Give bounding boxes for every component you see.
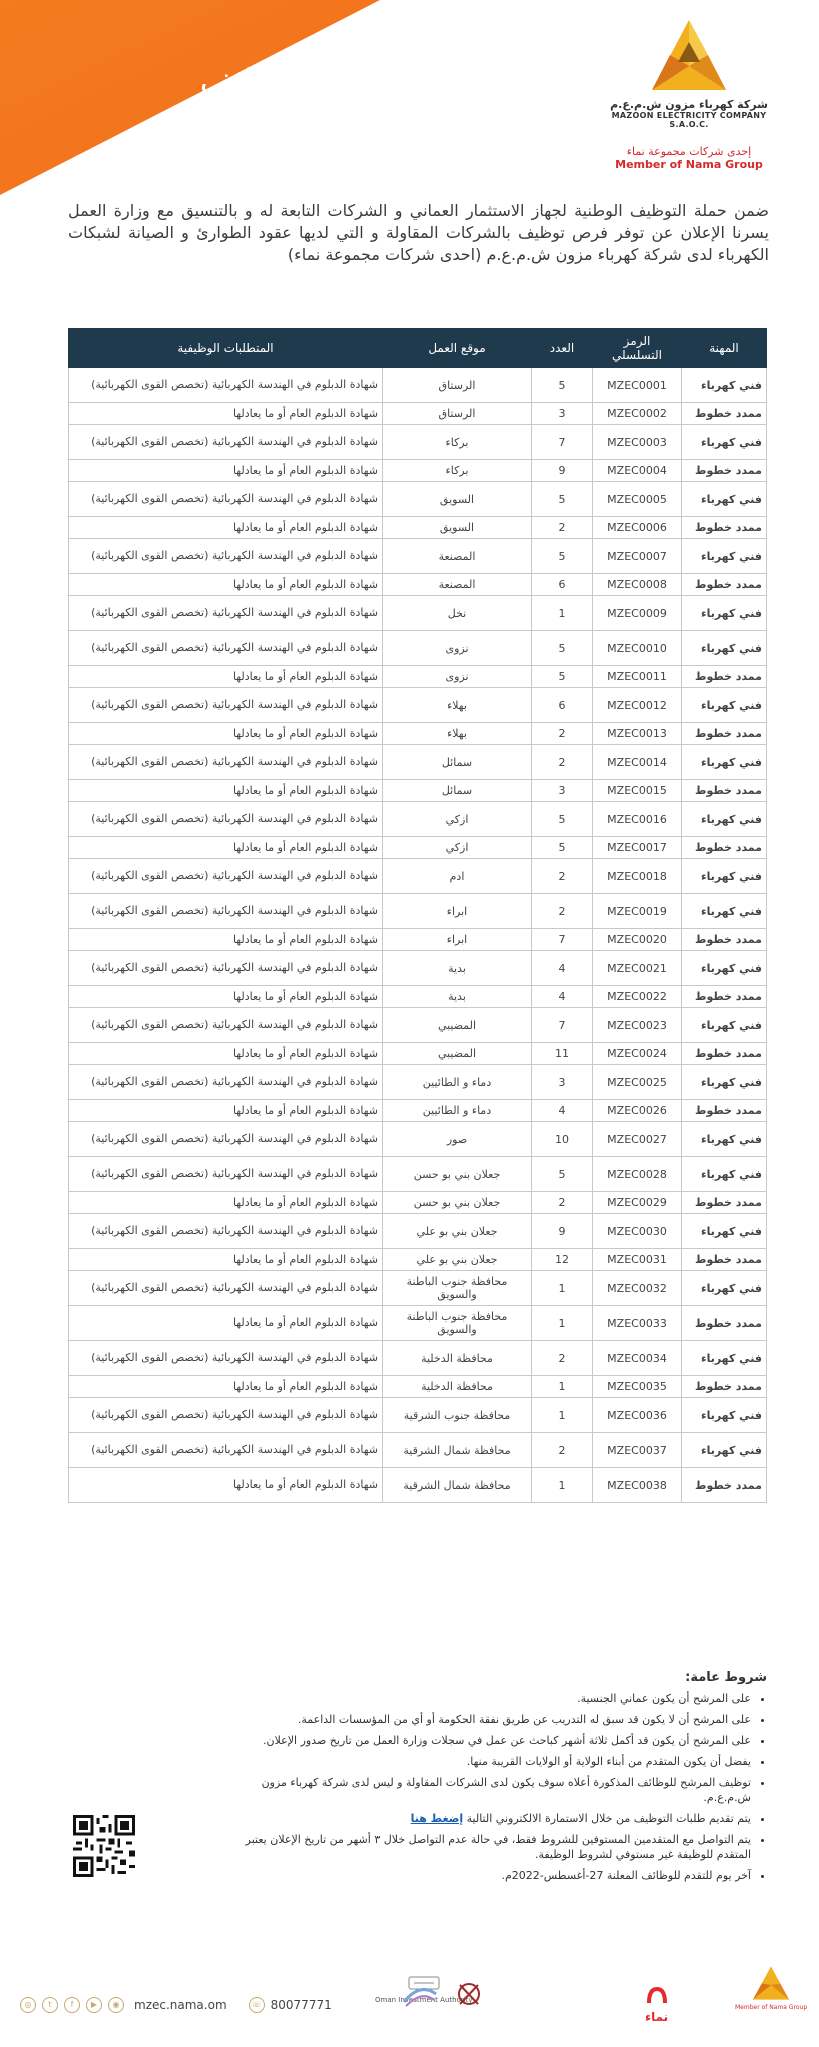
cell-count: 6 [532,688,593,723]
cell-requirements: شهادة الدبلوم العام أو ما يعادلها [69,986,383,1008]
cell-requirements: شهادة الدبلوم العام أو ما يعادلها [69,1192,383,1214]
term-item: • توظيف المرشح للوظائف المذكورة أعلاه سوف يكون لدى الشركات المقاولة و ليس لدى شركة كهرباء مزون ش.م.ع.م. [230,1775,751,1805]
cell-requirements: شهادة الدبلوم في الهندسة الكهربائية (تخصص القوى الكهربائية) [69,539,383,574]
cell-requirements: شهادة الدبلوم في الهندسة الكهربائية (تخصص القوى الكهربائية) [69,1214,383,1249]
cell-location: جعلان بني بو علي [383,1249,532,1271]
table-row [69,1341,767,1376]
cell-job: ممدد خطوط [682,1376,767,1398]
table-row [69,951,767,986]
cell-requirements: شهادة الدبلوم العام أو ما يعادلها [69,1468,383,1503]
header-count: العدد [532,329,593,368]
table-row [69,517,767,539]
cell-requirements: شهادة الدبلوم العام أو ما يعادلها [69,517,383,539]
cell-count: 3 [532,1065,593,1100]
cell-job: فني كهرباء [682,1271,767,1306]
mazoon-logo [599,18,779,171]
cell-requirements: شهادة الدبلوم في الهندسة الكهربائية (تخصص القوى الكهربائية) [69,1065,383,1100]
cell-location: نزوى [383,631,532,666]
cell-job: فني كهرباء [682,1157,767,1192]
cell-requirements: شهادة الدبلوم في الهندسة الكهربائية (تخصص القوى الكهربائية) [69,1341,383,1376]
table-row [69,745,767,780]
cell-count: 2 [532,1341,593,1376]
cell-code: MZEC0017 [593,837,682,859]
cell-code: MZEC0012 [593,688,682,723]
intro-paragraph: ضمن حملة التوظيف الوطنية لجهاز الاستثمار العماني و الشركات التابعة له و بالتنسيق مع وزارة العمل يسرنا الإعلان عن توفر فرص توظيف بالشركات المقاولة و التي لديها عقود الطوارئ و الصيانة لشبكات الكهرباء لدى شركة كهرباء مزون ش.م.ع.م (احدى شركات مجموعة نماء) [68,201,769,264]
cell-count: 1 [532,1468,593,1503]
cell-job: فني كهرباء [682,688,767,723]
cell-count: 5 [532,368,593,403]
cell-code: MZEC0019 [593,894,682,929]
cell-requirements: شهادة الدبلوم العام أو ما يعادلها [69,574,383,596]
cell-code: MZEC0015 [593,780,682,802]
cell-count: 5 [532,631,593,666]
cell-requirements: شهادة الدبلوم في الهندسة الكهربائية (تخصص القوى الكهربائية) [69,951,383,986]
cell-location: محافظة شمال الشرقية [383,1468,532,1503]
nama-icon [646,1985,668,2007]
term-item: • على المرشح أن يكون عماني الجنسية. [230,1691,751,1706]
page-title [84,60,384,192]
table-row [69,1433,767,1468]
cell-job: فني كهرباء [682,1008,767,1043]
table-row [69,460,767,482]
term-item: • يفضل أن يكون المتقدم من أبناء الولاية أو الولايات القريبة منها. [230,1754,751,1769]
cell-count: 2 [532,745,593,780]
cell-count: 5 [532,802,593,837]
cell-requirements: شهادة الدبلوم العام أو ما يعادلها [69,780,383,802]
cell-job: ممدد خطوط [682,723,767,745]
cell-location: المضيبي [383,1008,532,1043]
cell-job: ممدد خطوط [682,837,767,859]
table-row [69,1157,767,1192]
cell-job: ممدد خطوط [682,986,767,1008]
logo-name-ar: شركة كهرباء مزون ش.م.ع.م [610,98,768,111]
cell-requirements: شهادة الدبلوم العام أو ما يعادلها [69,837,383,859]
cell-requirements: شهادة الدبلوم العام أو ما يعادلها [69,1043,383,1065]
cell-job: فني كهرباء [682,1398,767,1433]
logo-name-en: MAZOON ELECTRICITY COMPANY S.A.O.C. [611,111,767,129]
cell-code: MZEC0037 [593,1433,682,1468]
cell-code: MZEC0023 [593,1008,682,1043]
cell-count: 3 [532,780,593,802]
cell-code: MZEC0025 [593,1065,682,1100]
cell-job: فني كهرباء [682,425,767,460]
cell-requirements: شهادة الدبلوم في الهندسة الكهربائية (تخصص القوى الكهربائية) [69,1008,383,1043]
cell-location: بركاء [383,460,532,482]
oia-label: Oman Investment Authority [375,1996,473,2004]
cell-requirements: شهادة الدبلوم العام أو ما يعادلها [69,403,383,425]
table-row [69,859,767,894]
table-row [69,425,767,460]
table-row [69,1214,767,1249]
cell-requirements: شهادة الدبلوم في الهندسة الكهربائية (تخصص القوى الكهربائية) [69,1122,383,1157]
cell-code: MZEC0009 [593,596,682,631]
cell-count: 11 [532,1043,593,1065]
facebook-icon[interactable]: f [64,1997,80,2013]
table-row [69,1468,767,1503]
footer-contact [20,1997,332,2013]
cell-count: 2 [532,1433,593,1468]
cell-requirements: شهادة الدبلوم العام أو ما يعادلها [69,929,383,951]
partner-logo [400,1980,440,2013]
cell-count: 5 [532,1157,593,1192]
cell-location: بدية [383,986,532,1008]
cell-location: محافظة شمال الشرقية [383,1433,532,1468]
table-row [69,802,767,837]
cell-location: بهلاء [383,723,532,745]
cell-count: 2 [532,859,593,894]
table-row [69,1065,767,1100]
cell-requirements: شهادة الدبلوم في الهندسة الكهربائية (تخصص القوى الكهربائية) [69,425,383,460]
table-row [69,1100,767,1122]
cell-job: فني كهرباء [682,1341,767,1376]
cell-job: فني كهرباء [682,596,767,631]
cell-location: محافظة جنوب الباطنة والسويق [383,1271,532,1306]
cell-code: MZEC0003 [593,425,682,460]
term-apply-text: يتم تقديم طلبات التوظيف من خلال الاستمارة الالكتروني التالية [466,1812,751,1825]
table-row [69,723,767,745]
table-row [69,368,767,403]
cell-count: 4 [532,986,593,1008]
nama-logo [645,1985,668,2024]
cell-code: MZEC0007 [593,539,682,574]
cell-location: ابراء [383,929,532,951]
youtube-icon[interactable]: ▶ [86,1997,102,2013]
cell-location: السويق [383,482,532,517]
cell-location: بركاء [383,425,532,460]
cell-location: سمائل [383,780,532,802]
cell-code: MZEC0034 [593,1341,682,1376]
table-row [69,1008,767,1043]
cell-requirements: شهادة الدبلوم في الهندسة الكهربائية (تخصص القوى الكهربائية) [69,802,383,837]
cell-job: فني كهرباء [682,802,767,837]
table-row [69,574,767,596]
terms-list [230,1691,767,1883]
cell-job: فني كهرباء [682,1214,767,1249]
header-requirements: المتطلبات الوظيفية [69,329,383,368]
cell-code: MZEC0004 [593,460,682,482]
cell-count: 1 [532,596,593,631]
cell-requirements: شهادة الدبلوم في الهندسة الكهربائية (تخصص القوى الكهربائية) [69,631,383,666]
cell-location: ازكي [383,802,532,837]
table-row [69,1306,767,1341]
table-row [69,780,767,802]
table-row [69,1122,767,1157]
cell-location: المصنعة [383,539,532,574]
cell-count: 1 [532,1398,593,1433]
cell-location: ابراء [383,894,532,929]
page-title-line1: إعلان وظائف لــــــدى [199,62,384,146]
table-row [69,1398,767,1433]
cell-location: بدية [383,951,532,986]
cell-code: MZEC0020 [593,929,682,951]
cell-code: MZEC0030 [593,1214,682,1249]
cell-count: 4 [532,1100,593,1122]
cell-job: ممدد خطوط [682,517,767,539]
cell-location: صور [383,1122,532,1157]
cell-location: الرستاق [383,403,532,425]
cell-location: جعلان بني بو حسن [383,1157,532,1192]
cell-job: ممدد خطوط [682,1468,767,1503]
cell-count: 9 [532,1214,593,1249]
cell-location: سمائل [383,745,532,780]
cell-location: المصنعة [383,574,532,596]
cell-count: 5 [532,539,593,574]
cell-code: MZEC0001 [593,368,682,403]
cell-count: 9 [532,460,593,482]
cell-location: جعلان بني بو علي [383,1214,532,1249]
cell-code: MZEC0027 [593,1122,682,1157]
table-row [69,929,767,951]
table-row [69,666,767,688]
ministry-logo [450,1980,488,2015]
terms-title: شروط عامة: [685,1670,767,1685]
table-row [69,1249,767,1271]
cell-code: MZEC0021 [593,951,682,986]
term-item: • على المرشح أن لا يكون قد سبق له التدريب عن طريق نفقة الحكومة أو أي من المؤسسات الداعمة. [230,1712,751,1727]
cell-requirements: شهادة الدبلوم في الهندسة الكهربائية (تخصص القوى الكهربائية) [69,1433,383,1468]
table-row [69,403,767,425]
cell-code: MZEC0032 [593,1271,682,1306]
cell-job: فني كهرباء [682,631,767,666]
cell-code: MZEC0013 [593,723,682,745]
qr-code-icon[interactable] [73,1815,135,1877]
table-row [69,631,767,666]
cell-code: MZEC0024 [593,1043,682,1065]
mazoon-triangle-icon [650,18,728,96]
cell-location: محافظة جنوب الشرقية [383,1398,532,1433]
cell-count: 2 [532,517,593,539]
cell-location: محافظة الدخلية [383,1341,532,1376]
cell-job: ممدد خطوط [682,1043,767,1065]
cell-requirements: شهادة الدبلوم في الهندسة الكهربائية (تخصص القوى الكهربائية) [69,894,383,929]
cell-requirements: شهادة الدبلوم في الهندسة الكهربائية (تخصص القوى الكهربائية) [69,1398,383,1433]
cell-count: 4 [532,951,593,986]
cell-job: فني كهرباء [682,368,767,403]
term-item-apply [230,1811,751,1826]
cell-code: MZEC0035 [593,1376,682,1398]
cell-job: فني كهرباء [682,1065,767,1100]
cell-location: الرستاق [383,368,532,403]
table-row [69,596,767,631]
cell-job: ممدد خطوط [682,1306,767,1341]
cell-code: MZEC0022 [593,986,682,1008]
cell-code: MZEC0033 [593,1306,682,1341]
cell-location: ادم [383,859,532,894]
cell-job: ممدد خطوط [682,929,767,951]
table-row [69,837,767,859]
table-row [69,1376,767,1398]
cell-location: نزوى [383,666,532,688]
table-row [69,894,767,929]
cell-requirements: شهادة الدبلوم العام أو ما يعادلها [69,1306,383,1341]
cell-location: محافظة جنوب الباطنة والسويق [383,1306,532,1341]
cell-job: فني كهرباء [682,539,767,574]
cell-requirements: شهادة الدبلوم العام أو ما يعادلها [69,1249,383,1271]
cell-requirements: شهادة الدبلوم في الهندسة الكهربائية (تخصص القوى الكهربائية) [69,482,383,517]
cell-requirements: شهادة الدبلوم العام أو ما يعادلها [69,460,383,482]
cell-code: MZEC0008 [593,574,682,596]
table-row [69,986,767,1008]
cell-code: MZEC0006 [593,517,682,539]
cell-location: محافظة الدخلية [383,1376,532,1398]
cell-location: السويق [383,517,532,539]
cell-job: ممدد خطوط [682,460,767,482]
cell-job: ممدد خطوط [682,666,767,688]
cell-location: ازكي [383,837,532,859]
cell-job: ممدد خطوط [682,1249,767,1271]
cell-job: فني كهرباء [682,1122,767,1157]
cell-code: MZEC0026 [593,1100,682,1122]
phone-icon: ☏ [249,1997,265,2013]
cell-requirements: شهادة الدبلوم في الهندسة الكهربائية (تخصص القوى الكهربائية) [69,1157,383,1192]
cell-job: فني كهرباء [682,859,767,894]
header-job: المهنة [682,329,767,368]
cell-job: ممدد خطوط [682,403,767,425]
cell-count: 1 [532,1271,593,1306]
nama-label: نماء [645,2010,669,2024]
cell-location: المضيبي [383,1043,532,1065]
cell-count: 2 [532,723,593,745]
term-item: • آخر يوم للتقدم للوظائف المعلنة 27-أغسطس-2022م. [230,1868,751,1883]
cell-requirements: شهادة الدبلوم في الهندسة الكهربائية (تخصص القوى الكهربائية) [69,745,383,780]
cell-code: MZEC0028 [593,1157,682,1192]
table-row [69,1192,767,1214]
cell-count: 1 [532,1306,593,1341]
cell-code: MZEC0018 [593,859,682,894]
cell-location: نخل [383,596,532,631]
cell-location: بهلاء [383,688,532,723]
swirl-icon [400,1980,440,2010]
cell-code: MZEC0002 [593,403,682,425]
member-ar: إحدى شركات مجموعة نماء [626,145,752,158]
footer-mazoon-logo [735,1965,807,2011]
cell-job: ممدد خطوط [682,574,767,596]
cell-count: 5 [532,482,593,517]
cell-count: 1 [532,1376,593,1398]
cell-count: 7 [532,1008,593,1043]
cell-code: MZEC0038 [593,1468,682,1503]
cell-requirements: شهادة الدبلوم في الهندسة الكهربائية (تخصص القوى الكهربائية) [69,596,383,631]
cell-code: MZEC0011 [593,666,682,688]
cell-count: 2 [532,894,593,929]
cell-code: MZEC0010 [593,631,682,666]
cell-location: دماء و الطائيين [383,1065,532,1100]
cell-code: MZEC0036 [593,1398,682,1433]
footer-mazoon-label: Member of Nama Group [735,2004,808,2011]
cell-job: فني كهرباء [682,482,767,517]
page-title-line2: شركات المقاوليــــن [97,150,384,190]
table-row [69,1271,767,1306]
cell-requirements: شهادة الدبلوم في الهندسة الكهربائية (تخصص القوى الكهربائية) [69,1271,383,1306]
cell-count: 7 [532,929,593,951]
cell-requirements: شهادة الدبلوم العام أو ما يعادلها [69,1376,383,1398]
cell-job: فني كهرباء [682,951,767,986]
cell-code: MZEC0031 [593,1249,682,1271]
cell-requirements: شهادة الدبلوم العام أو ما يعادلها [69,666,383,688]
cell-job: ممدد خطوط [682,780,767,802]
cell-job: فني كهرباء [682,894,767,929]
cell-job: ممدد خطوط [682,1100,767,1122]
cell-code: MZEC0016 [593,802,682,837]
instagram-icon[interactable]: ◎ [20,1997,36,2013]
jobs-table [68,328,767,1503]
cell-count: 5 [532,666,593,688]
term-item: • على المرشح أن يكون قد أكمل ثلاثة أشهر كباحث عن عمل في سجلات وزارة العمل من تاريخ صدور الإعلان. [230,1733,751,1748]
general-terms [230,1670,767,1889]
cell-job: فني كهرباء [682,745,767,780]
header-location: موقع العمل [383,329,532,368]
table-header-row [69,329,767,368]
cell-count: 3 [532,403,593,425]
mazoon-triangle-small-icon [752,1965,790,2001]
cell-requirements: شهادة الدبلوم في الهندسة الكهربائية (تخصص القوى الكهربائية) [69,859,383,894]
apply-link[interactable]: إضغط هنا [410,1812,464,1825]
member-en: Member of Nama Group [615,158,763,171]
cell-count: 5 [532,837,593,859]
cell-count: 6 [532,574,593,596]
table-row [69,688,767,723]
cell-location: دماء و الطائيين [383,1100,532,1122]
phone-number: 80077771 [270,1998,332,2012]
web-icon: ◉ [108,1997,124,2013]
emblem-icon [450,1980,488,2012]
cell-requirements: شهادة الدبلوم العام أو ما يعادلها [69,1100,383,1122]
twitter-icon[interactable]: t [42,1997,58,2013]
cell-code: MZEC0029 [593,1192,682,1214]
website-link[interactable]: mzec.nama.om [134,1998,227,2012]
cell-requirements: شهادة الدبلوم العام أو ما يعادلها [69,723,383,745]
cell-count: 12 [532,1249,593,1271]
cell-code: MZEC0005 [593,482,682,517]
cell-count: 2 [532,1192,593,1214]
cell-location: جعلان بني بو حسن [383,1192,532,1214]
cell-code: MZEC0014 [593,745,682,780]
cell-requirements: شهادة الدبلوم في الهندسة الكهربائية (تخصص القوى الكهربائية) [69,368,383,403]
cell-count: 10 [532,1122,593,1157]
term-item: • يتم التواصل مع المتقدمين المستوفين للشروط فقط، في حالة عدم التواصل خلال ٣ أشهر من تاريخ الإعلان يعتبر المتقدم للوظيفة غير مستوفي لشروط الوظيفة. [230,1832,751,1862]
table-row [69,539,767,574]
cell-job: فني كهرباء [682,1433,767,1468]
table-row [69,1043,767,1065]
cell-job: ممدد خطوط [682,1192,767,1214]
cell-requirements: شهادة الدبلوم في الهندسة الكهربائية (تخصص القوى الكهربائية) [69,688,383,723]
table-row [69,482,767,517]
cell-count: 7 [532,425,593,460]
header-code: الرمز التسلسلي [593,329,682,368]
